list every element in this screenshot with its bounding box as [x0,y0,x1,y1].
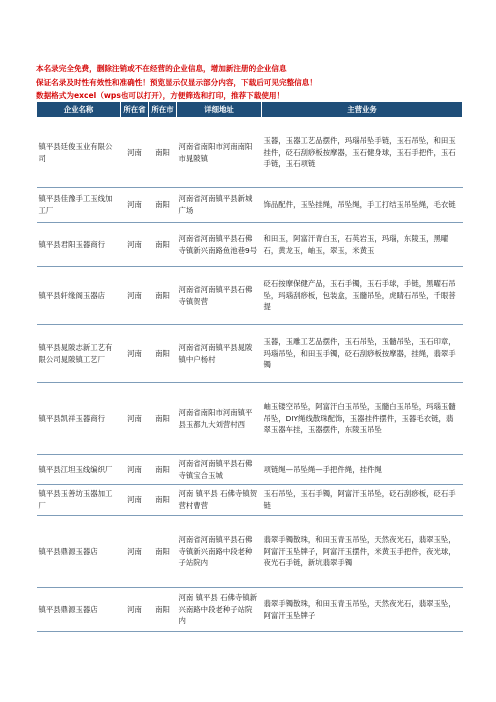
cell-city: 南阳 [149,188,177,223]
cell-address: 河南 镇平县 石佛寺镇贺营村曹营 [177,485,262,516]
cell-company-name: 镇平县轩缘阁玉器店 [37,267,121,325]
header-company-name: 企业名称 [37,102,121,118]
table-row [37,516,463,588]
table-row [37,118,463,188]
cell-province: 河南 [121,223,149,267]
cell-address: 河南省河南镇平县石佛寺镇贺营 [177,267,262,325]
header-address: 详细地址 [177,102,262,118]
cell-city: 南阳 [149,267,177,325]
notice-line: 本名录完全免费，删除注销或不在经营的企业信息，增加新注册的企业信息 [36,64,287,73]
cell-business: 玉器，玉雕工艺品摆件，玉石吊坠，玉髓吊坠，玉石印章，玛瑙吊坠，和田玉手镯，砭石刮痧板按摩器，挂绳，翡翠手镯 [262,325,463,383]
cell-city: 南阳 [149,485,177,516]
cell-company-name: 镇平县江坦玉线编织厂 [37,455,121,485]
header-city: 所在市 [149,102,177,118]
cell-province: 河南 [121,188,149,223]
cell-province: 河南 [121,325,149,383]
cell-address: 河南省河南镇平县石佛寺镇新兴南路中段老种子站院内 [177,516,262,588]
cell-business: 饰品配件，玉坠挂绳，吊坠绳，手工打结玉吊坠绳，毛衣链 [262,188,463,223]
cell-company-name: 镇平县鼎源玉器店 [37,516,121,588]
cell-business: 岫玉镂空吊坠，阿富汗白玉吊坠，玉髓白玉吊坠，玛瑙玉髓吊坠，DIY绳线散珠配饰，玉器挂件摆件，玉器毛衣链，翡翠玉器车挂，玉器摆件，东陵玉吊坠 [262,383,463,455]
cell-business: 翡翠手镯散珠，和田玉青玉吊坠，天然夜光石，翡翠玉坠，阿富汗玉坠牌子，阿富汗玉摆件，米黄玉手把件，夜光球，夜光石手链，新坑翡翠手镯 [262,516,463,588]
cell-address: 河南省南阳市河南镇平县玉都九大刘营村西 [177,383,262,455]
cell-business: 玉器，玉器工艺品摆件，玛瑙吊坠手链，玉石吊坠，和田玉挂件，砭石刮痧板按摩器，玉石健身球，玉石手把件，玉石手链，玉石项链 [262,118,463,188]
cell-city: 南阳 [149,516,177,588]
cell-company-name: 镇平县君阳玉器商行 [37,223,121,267]
table-row [37,325,463,383]
cell-address: 河南省南阳市河南南阳市晁陂镇 [177,118,262,188]
notice-line: 数据格式为excel（wps也可以打开），方便筛选和打印，推荐下载使用！ [36,91,285,100]
cell-city: 南阳 [149,118,177,188]
cell-company-name: 镇平县廷俊玉业有限公司 [37,118,121,188]
cell-business: 项链绳—吊坠绳—手把件绳，挂件绳 [262,455,463,485]
company-table [36,101,463,632]
cell-business: 砭石按摩保健产品，玉石手镯，玉石手球，手链，黑曜石吊坠，玛瑙刮痧板，包装盒，玉髓吊坠，虎睛石吊坠，千眼菩提 [262,267,463,325]
cell-business: 翡翠手镯散珠，和田玉青玉吊坠，天然夜光石，翡翠玉坠，阿富汗玉坠牌子 [262,588,463,632]
cell-city: 南阳 [149,383,177,455]
cell-company-name: 镇平县凯祥玉器商行 [37,383,121,455]
notice-line: 保证名录及时性有效性和准确性！预览显示仅显示部分内容，下载后可见完整信息！ [36,77,317,87]
cell-company-name: 镇平县鼎源玉器店 [37,588,121,632]
cell-province: 河南 [121,485,149,516]
cell-address: 河南省河南镇平县晁陂镇中户杨村 [177,325,262,383]
table-row [37,485,463,516]
cell-address: 河南省河南镇平县石佛寺镇新兴南路鱼池巷9号 [177,223,262,267]
cell-city: 南阳 [149,455,177,485]
header-business: 主营业务 [262,102,463,118]
cell-company-name: 镇平县玉善坊玉器加工厂 [37,485,121,516]
cell-province: 河南 [121,516,149,588]
cell-address: 河南省河南镇平县石佛寺镇宝合玉城 [177,455,262,485]
cell-company-name: 镇平县晁陂志新工艺有限公司晁陂镇工艺厂 [37,325,121,383]
cell-business: 玉石吊坠，玉石手镯，阿富汗玉吊坠，砭石刮痧板，砭石手链 [262,485,463,516]
cell-province: 河南 [121,267,149,325]
header-province: 所在省 [121,102,149,118]
cell-province: 河南 [121,455,149,485]
cell-business: 和田玉，阿富汗青白玉，石英岩玉，玛瑙，东陵玉，黑曜石，黄龙玉，岫玉，翠玉，米黄玉 [262,223,463,267]
cell-city: 南阳 [149,588,177,632]
table-row [37,383,463,455]
cell-city: 南阳 [149,223,177,267]
table-row [37,223,463,267]
cell-city: 南阳 [149,325,177,383]
cell-province: 河南 [121,118,149,188]
cell-address: 河南省河南镇平县新城广场 [177,188,262,223]
cell-province: 河南 [121,383,149,455]
table-row [37,188,463,223]
cell-company-name: 镇平县佳豫手工玉线加工厂 [37,188,121,223]
cell-address: 河南 镇平县 石佛寺镇新兴南路中段老种子站院内 [177,588,262,632]
table-header-row [37,102,463,118]
table-row [37,267,463,325]
table-row [37,455,463,485]
cell-province: 河南 [121,588,149,632]
notice-block [36,62,466,103]
table-row [37,588,463,632]
